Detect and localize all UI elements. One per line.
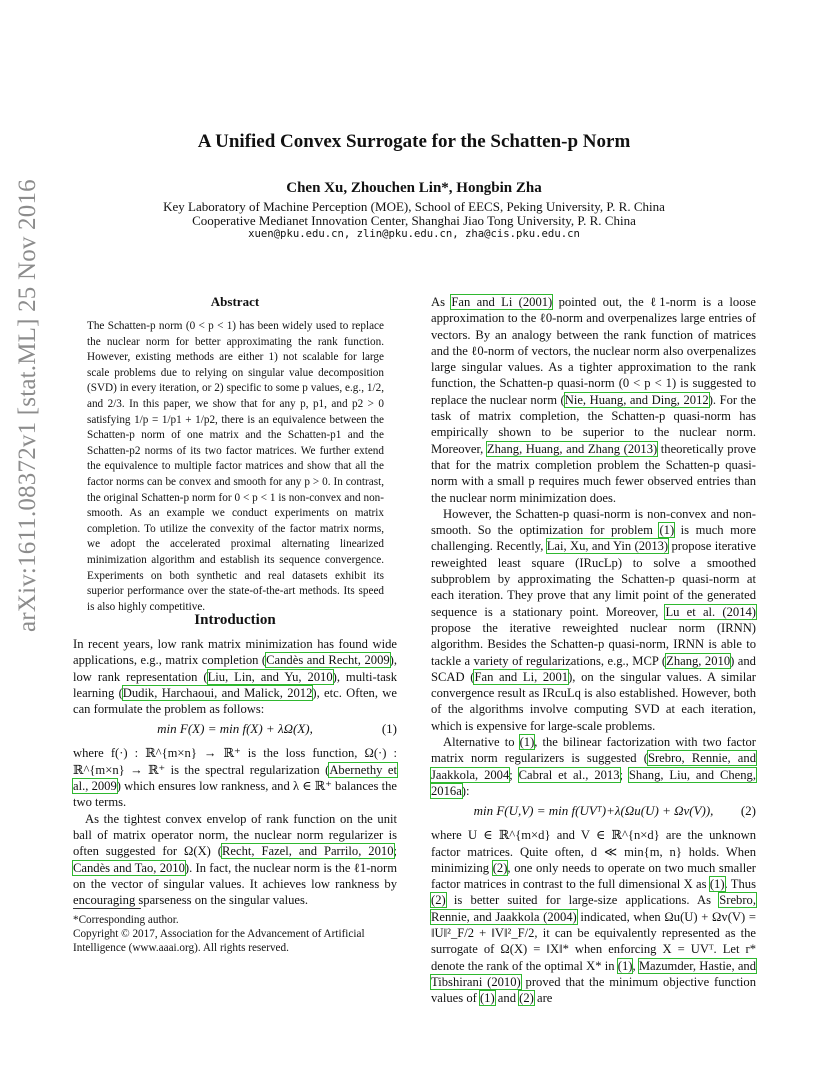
footnote-copyright: Copyright © 2017, Association for the Advancement of Artificial Intelligence (www.aaai.org). All rights reserved. bbox=[73, 928, 365, 954]
intro-paragraph-3: As the tightest convex envelop of rank function on the unit ball of matrix operator norm, the nuclear norm regularizer is often suggested for Ω(X) (Recht, Fazel, and Parrilo, 2010; Candès and Tao, 2010). In fact, the nuclear norm is the ℓ1-norm on the vector of singular values. It achieves low rankness by encouraging sparseness on the singular values. bbox=[73, 811, 397, 908]
citation-link[interactable]: Abernethy et al., 2009 bbox=[73, 762, 397, 794]
footnotes bbox=[73, 913, 397, 955]
equation-ref-link[interactable]: (1) bbox=[519, 735, 535, 750]
equation-ref-link[interactable]: (2) bbox=[492, 860, 508, 875]
citation-link[interactable]: Zhang, 2010 bbox=[666, 653, 731, 668]
abstract-text: The Schatten-p norm (0 < p < 1) has been widely used to replace the nuclear norm for better approximating the rank function. However, existing methods are either 1) not scalable for large scale problems due to relying on singular value decomposition (SVD) in every iteration, or 2) specific to some p values, e.g., 1/2, and 2/3. In this paper, we show that for any p, p1, and p2 > 0 satisfying 1/p = 1/p1 + 1/p2, there is an equivalence between the Schatten-p norm of one matrix and the Schatten-p1 and the Schatten-p2 norms of its two factor matrices. We further extend the equivalence to multiple factor matrices and show that all the factor norms can be convex and smooth for any p > 0. In contrast, the original Schatten-p norm for 0 < p < 1 is non-convex and non-smooth. As an example we conduct experiments on matrix completion. To utilize the convexity of the factor matrix norms, we adopt the accelerated proximal alternating linearized minimization algorithm and establish its sequence convergence. Experiments on both synthetic and real datasets exhibit its superior performance over the state-of-the-art methods. Its speed is also highly competitive. bbox=[87, 320, 384, 613]
citation-link[interactable]: Nie, Huang, and Ding, 2012 bbox=[564, 392, 709, 407]
right-paragraph-3: Alternative to (1), the bilinear factorization with two factor matrix norm regularizers is suggested (Srebro, Rennie, and Jaakkola, 2004; Cabral et al., 2013; Shang, Liu, and Cheng, 2016a): bbox=[431, 735, 756, 798]
citation-link[interactable]: Dudik, Harchaoui, and Malick, 2012 bbox=[122, 685, 313, 700]
equation-ref-link[interactable]: (1) bbox=[617, 958, 633, 973]
arxiv-id[interactable]: arXiv:1611.08372v1 [stat.ML] 25 Nov 2016 bbox=[14, 179, 41, 632]
citation-link[interactable]: Fan and Li, 2001 bbox=[474, 669, 569, 684]
citation-link[interactable]: Fan and Li (2001) bbox=[451, 295, 553, 309]
footnote-rule bbox=[73, 908, 141, 909]
right-column-body bbox=[431, 294, 756, 1006]
citation-link[interactable]: Shang, Liu, and Cheng, 2016a bbox=[431, 767, 756, 798]
citation-link[interactable]: Liu, Lin, and Yu, 2010 bbox=[207, 669, 333, 684]
equation-ref-link[interactable]: (1) bbox=[659, 523, 675, 538]
citation-link[interactable]: Srebro, Rennie, and Jaakkola, 2004 bbox=[431, 751, 756, 782]
citation-link[interactable]: Zhang, Huang, and Zhang (2013) bbox=[486, 441, 658, 456]
authors: Chen Xu, Zhouchen Lin*, Hongbin Zha bbox=[286, 180, 542, 196]
equation-ref-link[interactable]: (1) bbox=[479, 991, 495, 1006]
right-paragraph-2: However, the Schatten-p quasi-norm is non-convex and non-smooth. So the optimization for problem (1) is much more challenging. Recently, Lai, Xu, and Yin (2013) propose iterative reweighted least square (IRucLp) to solve a smoothed subproblem by approximating the Schatten-p quasi-norm at each iteration. They prove that any limit point of the generated sequence is a stationary point. Moreover, Lu et al. (2014) propose the iterative reweighted nuclear norm (IRNN) algorithm. Besides the Schatten-p quasi-norm, IRNN is able to tackle a variety of regularizations, e.g., MCP (Zhang, 2010) and SCAD (Fan and Li, 2001), on the singular values. A similar convergence result as IRcuLq is also established. However, both of the algorithms involve computing SVD at each iteration, which is expensive for large-scale problems. bbox=[431, 506, 757, 733]
citation-link[interactable]: Lu et al. (2014) bbox=[665, 604, 756, 619]
citation-link[interactable]: Candès and Recht, 2009 bbox=[266, 653, 390, 668]
right-paragraph-4: where U ∈ ℝ^{m×d} and V ∈ ℝ^{n×d} are the unknown factor matrices. Quite often, d ≪ min{m, n} holds. When minimizing (2), one only needs to operate on two much smaller factor matrices in contrast to the full dimensional X as (1). Thus (2) is better suited for large-size applications. As Srebro, Rennie, and Jaakkola (2004) indicated, when Ωu(U) + Ωv(V) = ‖U‖²_F/2 + ‖V‖²_F/2, it can be equivalently represented as the surrogate of Ω(X) = ‖X‖* when enforcing X = UVᵀ. Let r* denote the rank of the optimal X* in (1), Mazumder, Hastie, and Tibshirani (2010) proved that the minimum objective function values of (1) and (2) are bbox=[431, 828, 757, 1006]
equation-1-number: (1) bbox=[381, 721, 397, 737]
emails: xuen@pku.edu.cn, zlin@pku.edu.cn, zha@cis.pku.edu.cn bbox=[248, 228, 580, 240]
paper-title: A Unified Convex Surrogate for the Schatten-p Norm bbox=[197, 131, 631, 152]
equation-ref-link[interactable]: (2) bbox=[431, 893, 446, 908]
citation-link[interactable]: Mazumder, Hastie, and Tibshirani (2010) bbox=[431, 958, 757, 989]
equation-2-number: (2) bbox=[740, 803, 756, 819]
affiliation-1: Key Laboratory of Machine Perception (MOE), School of EECS, Peking University, P. R. China bbox=[163, 199, 665, 214]
intro-paragraph-2: where f(·) : ℝ^{m×n} → ℝ⁺ is the loss function, Ω(·) : ℝ^{m×n} → ℝ⁺ is the spectral regularization (Abernethy et al., 2009) which ensures low rankness, and λ ∈ ℝ⁺ balances the two terms. bbox=[73, 746, 397, 810]
equation-2 bbox=[431, 799, 756, 827]
abstract-heading: Abstract bbox=[210, 294, 260, 309]
equation-ref-link[interactable]: (2) bbox=[519, 991, 534, 1006]
citation-link[interactable]: Cabral et al., 2013 bbox=[518, 767, 620, 782]
citation-link[interactable]: Lai, Xu, and Yin (2013) bbox=[546, 539, 669, 554]
citation-link[interactable]: Srebro, Rennie, and Jaakkola (2004) bbox=[431, 893, 756, 924]
introduction-heading: Introduction bbox=[194, 612, 276, 628]
equation-1-body: min F(X) = min f(X) + λΩ(X), bbox=[157, 721, 313, 737]
equation-2-body: min F(U,V) = min f(UVᵀ)+λ(Ωu(U) + Ωv(V)), bbox=[473, 803, 714, 819]
citation-link[interactable]: Candès and Tao, 2010 bbox=[73, 860, 185, 875]
intro-paragraph-1: In recent years, low rank matrix minimization has found wide applications, e.g., matrix completion (Candès and Recht, 2009), low rank representation (Liu, Lin, and Yu, 2010), multi-task learning (Dudik, Harchaoui, and Malick, 2012), etc. Often, we can formulate the problem as follows: bbox=[73, 637, 398, 717]
citation-link[interactable]: Recht, Fazel, and Parrilo, 2010 bbox=[222, 844, 394, 859]
equation-1 bbox=[73, 717, 397, 745]
equation-ref-link[interactable]: (1) bbox=[709, 877, 725, 892]
footnote-corresponding: *Corresponding author. bbox=[73, 914, 179, 926]
right-paragraph-1: As Fan and Li (2001) pointed out, the ℓ1-norm is a loose approximation to the ℓ0-norm and overpenalizes large entries of vectors. By an analogy between the rank function of matrices and the ℓ0-norm of vectors, the nuclear norm also overpenalizes large singular values. As a tighter approximation to the rank function, the Schatten-p quasi-norm (0 < p < 1) is suggested to replace the nuclear norm (Nie, Huang, and Ding, 2012). For the task of matrix completion, the Schatten-p quasi-norm has empirically shown to be superior to the nuclear norm. Moreover, Zhang, Huang, and Zhang (2013) theoretically prove that for the matrix completion problem the Schatten-p quasi-norm with a small p requires much fewer observed entries than the nuclear norm minimization does. bbox=[431, 295, 757, 505]
affiliation-2: Cooperative Medianet Innovation Center, Shanghai Jiao Tong University, P. R. China bbox=[192, 213, 636, 228]
left-column-body bbox=[73, 636, 397, 908]
